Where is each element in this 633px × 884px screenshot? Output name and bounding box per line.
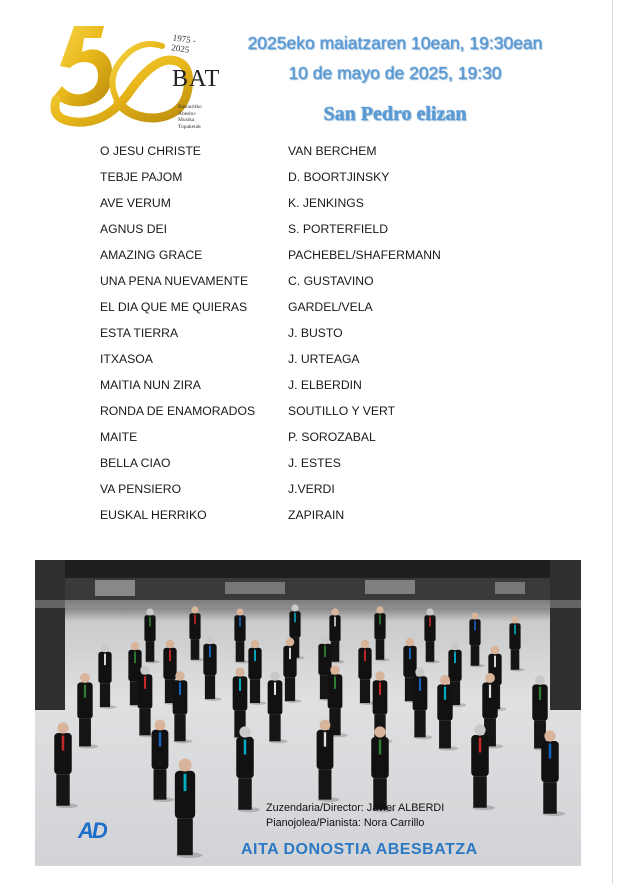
- song-title: AVE VERUM: [100, 196, 171, 210]
- program-list: [100, 144, 520, 534]
- composer: J. URTEAGA: [288, 352, 360, 366]
- anniversary-logo: [46, 16, 221, 134]
- singer-figure: [424, 608, 439, 663]
- program-row: [100, 482, 520, 508]
- singer-figure: [268, 671, 288, 743]
- program-row: [100, 222, 520, 248]
- composer: J. BUSTO: [288, 326, 343, 340]
- song-title: O JESU CHRISTE: [100, 144, 201, 158]
- photo-credits: [266, 801, 444, 831]
- song-title: MAITIA NUN ZIRA: [100, 378, 201, 392]
- program-row: [100, 326, 520, 352]
- ad-logo: AD: [78, 818, 106, 843]
- composer: K. JENKINGS: [288, 196, 364, 210]
- logo-years: 1975 - 2025: [170, 32, 197, 55]
- program-row: [100, 196, 520, 222]
- logo-subtitle: Basoaritko Abesbo-Musika Topaketak: [178, 104, 202, 130]
- song-title: TEBJE PAJOM: [100, 170, 183, 184]
- program-row: [100, 170, 520, 196]
- program-row: [100, 404, 520, 430]
- singer-figure: [77, 673, 98, 749]
- singer-figure: [234, 608, 249, 663]
- singer-figure: [236, 726, 260, 812]
- program-row: [100, 248, 520, 274]
- singer-figure: [328, 665, 348, 737]
- song-title: VA PENSIERO: [100, 482, 182, 496]
- singer-figure: [144, 608, 159, 663]
- program-row: [100, 274, 520, 300]
- singer-figure: [509, 616, 524, 671]
- date-spanish: 10 de mayo de 2025, 19:30: [288, 63, 502, 83]
- composer: PACHEBEL/SHAFERMANN: [288, 248, 441, 262]
- singer-figure: [175, 758, 203, 858]
- song-title: ESTA TIERRA: [100, 326, 179, 340]
- composer: VAN BERCHEM: [288, 144, 377, 158]
- program-row: [100, 378, 520, 404]
- song-title: AGNUS DEI: [100, 222, 168, 236]
- composer: SOUTILLO Y VERT: [288, 404, 396, 418]
- program-row: [100, 508, 520, 534]
- singer-figure: [374, 606, 389, 661]
- song-title: ITXASOA: [100, 352, 153, 366]
- singer-figure: [413, 667, 433, 739]
- singer-figure: [469, 612, 484, 667]
- song-title: UNA PENA NUEVAMENTE: [100, 274, 249, 288]
- composer: J. ESTES: [288, 456, 341, 470]
- singer-figure: [248, 640, 266, 705]
- pianist-credit: Pianojolea/Pianista: Nora Carrillo: [266, 817, 425, 829]
- program-row: [100, 352, 520, 378]
- singer-figure: [371, 726, 395, 812]
- singer-figure: [54, 722, 78, 808]
- program-row: [100, 300, 520, 326]
- singer-figure: [203, 636, 221, 701]
- song-title: EL DIA QUE ME QUIERAS: [100, 300, 248, 314]
- singer-figure: [138, 665, 158, 737]
- logo-initials: BAT: [172, 66, 221, 92]
- singer-figure: [152, 720, 175, 802]
- song-title: AMAZING GRACE: [100, 248, 203, 262]
- date-basque: 2025eko maiatzaren 10ean, 19:30ean: [247, 33, 543, 53]
- choir-name: AITA DONOSTIA ABESBATZA: [241, 841, 478, 858]
- composer: GARDEL/VELA: [288, 300, 373, 314]
- composer: P. SOROZABAL: [288, 430, 376, 444]
- song-title: RONDA DE ENAMORADOS: [100, 404, 256, 418]
- singer-figure: [541, 730, 565, 816]
- program-row: [100, 144, 520, 170]
- page-edge-rule: [612, 0, 613, 884]
- composer: C. GUSTAVINO: [288, 274, 374, 288]
- composer: J.VERDI: [288, 482, 335, 496]
- program-row: [100, 456, 520, 482]
- singer-figure: [173, 671, 193, 743]
- singer-figure: [98, 644, 116, 709]
- choir-photo: [35, 560, 581, 866]
- song-title: MAITE: [100, 430, 138, 444]
- singer-figure: [329, 608, 344, 663]
- song-title: BELLA CIAO: [100, 456, 171, 470]
- venue-title: San Pedro elizan: [323, 103, 467, 125]
- composer: S. PORTERFIELD: [288, 222, 389, 236]
- song-title: EUSKAL HERRIKO: [100, 508, 207, 522]
- director-credit: Zuzendaria/Director: Javier ALBERDI: [266, 802, 445, 814]
- composer: J. ELBERDIN: [288, 378, 362, 392]
- composer: D. BOORTJINSKY: [288, 170, 390, 184]
- composer: ZAPIRAIN: [288, 508, 345, 522]
- singer-figure: [189, 606, 204, 661]
- program-row: [100, 430, 520, 456]
